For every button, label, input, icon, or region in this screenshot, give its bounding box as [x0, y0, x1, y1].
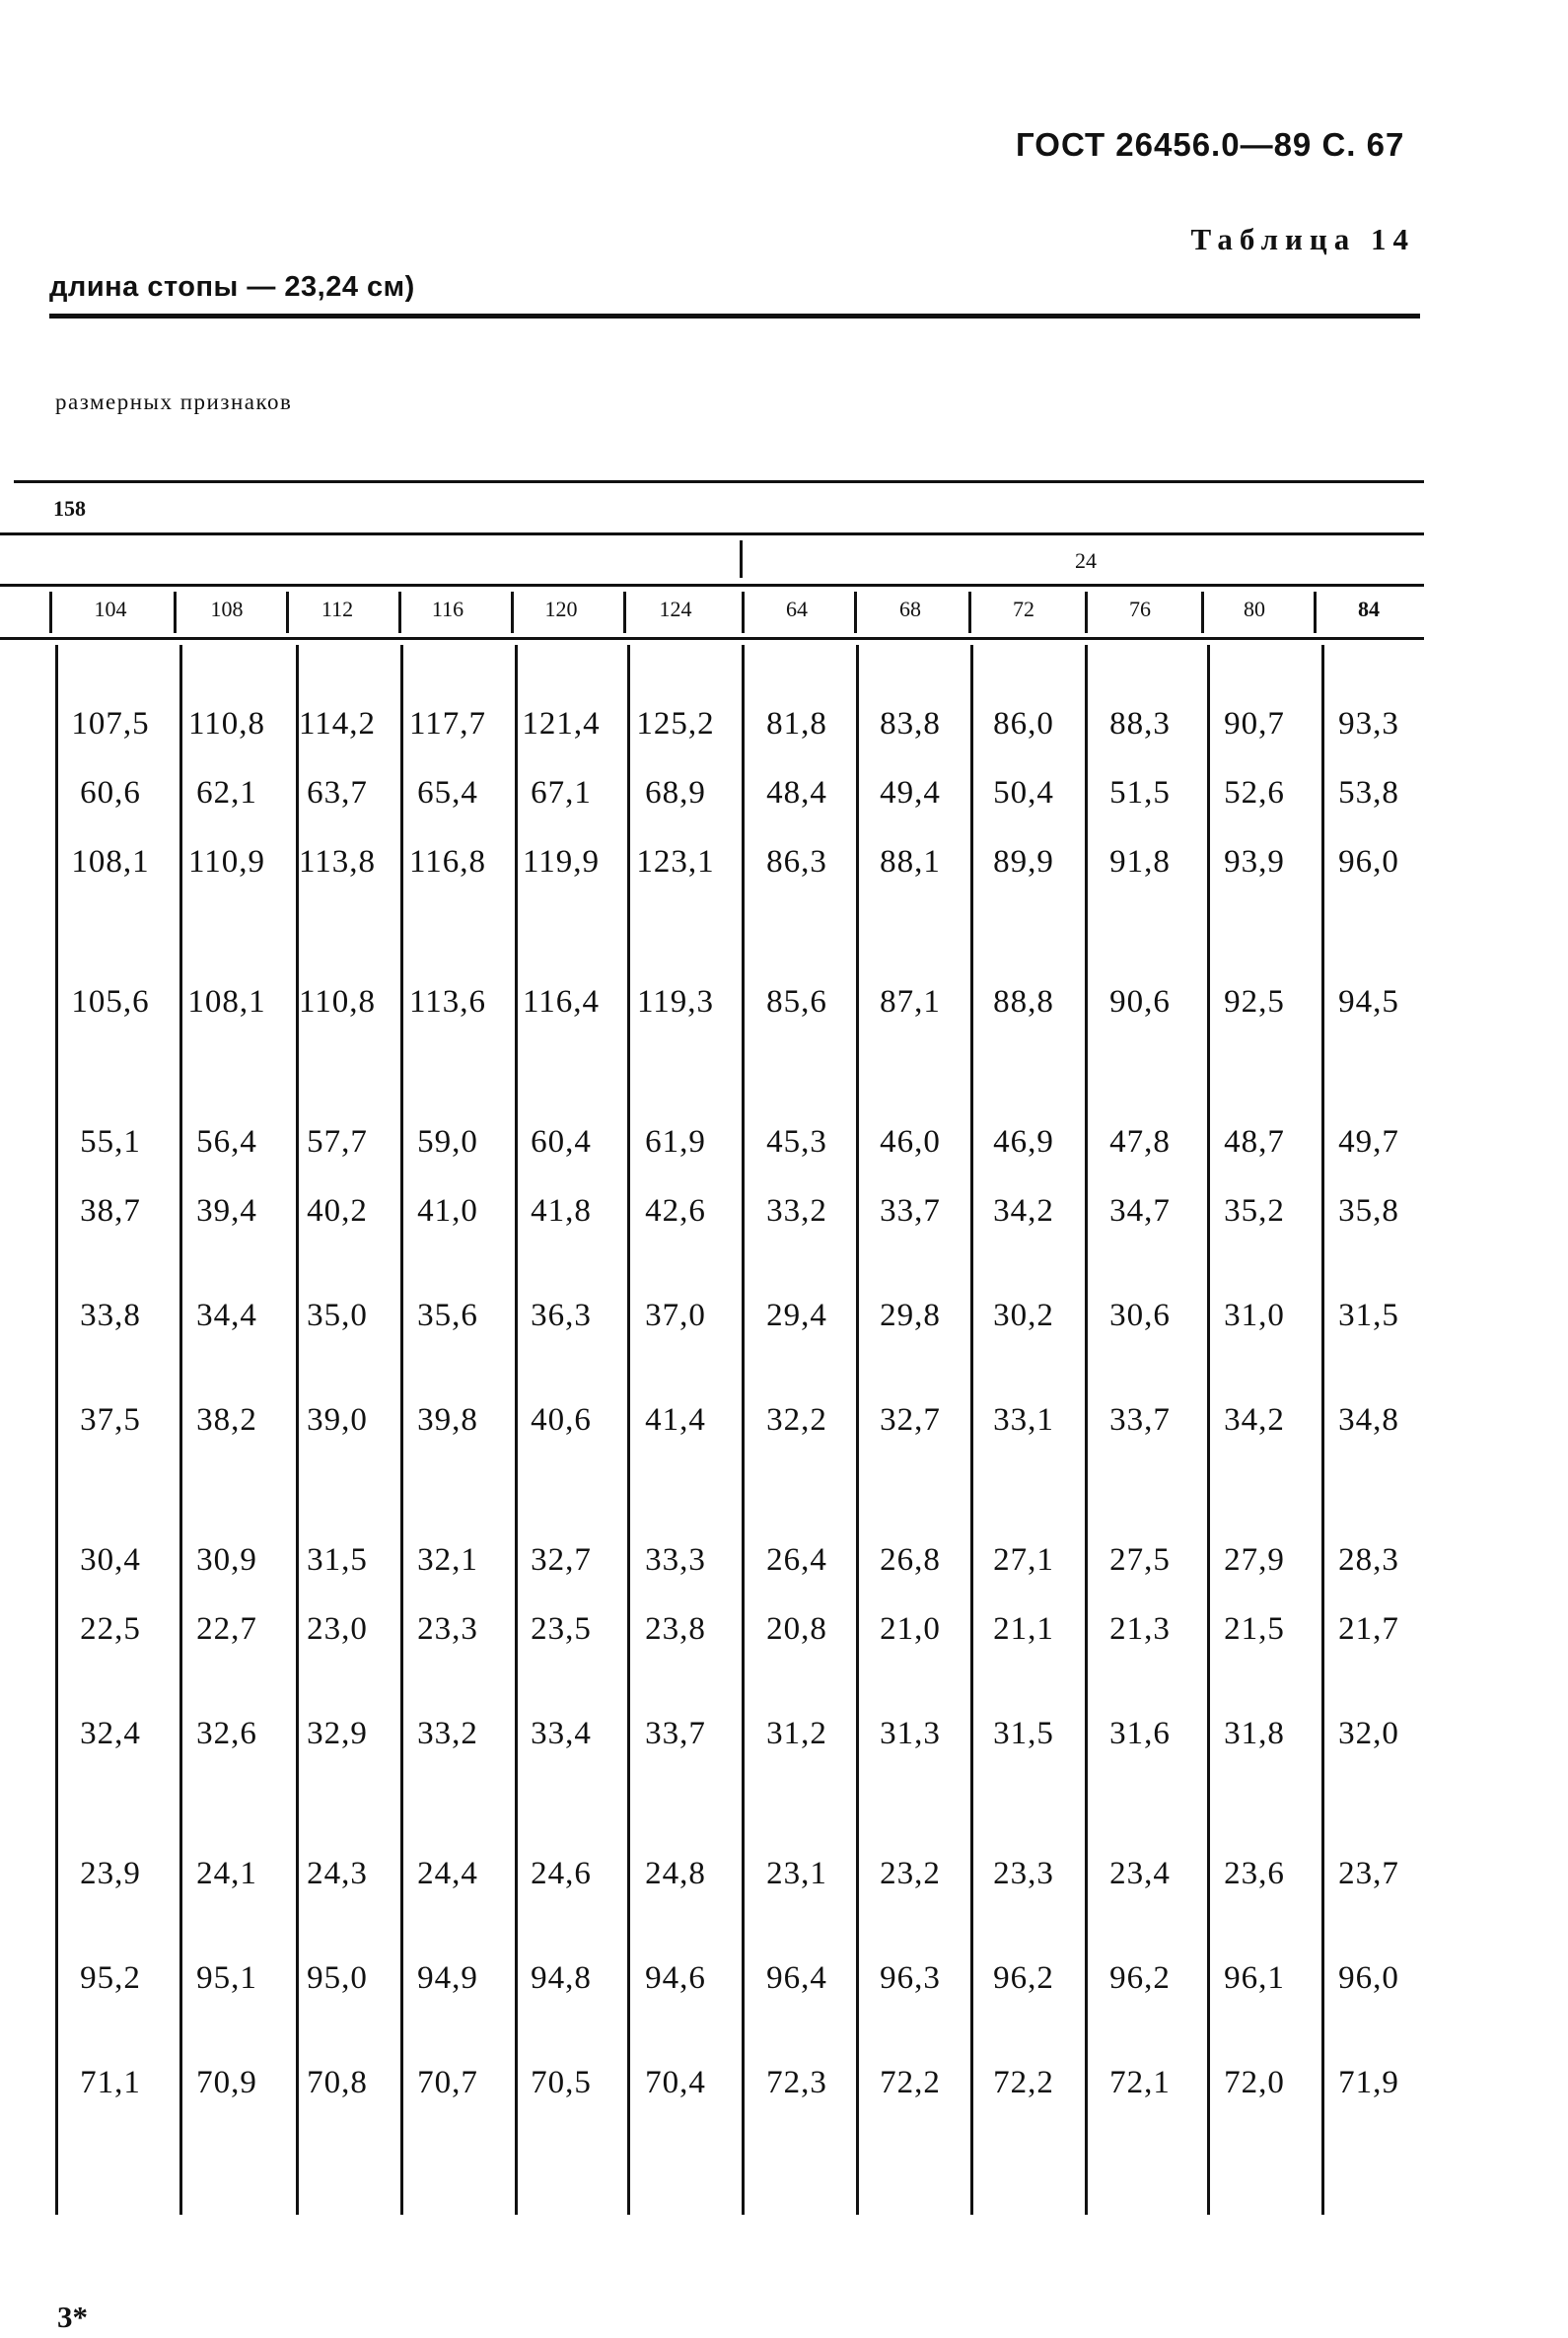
table-cell: 96,3 [880, 1960, 941, 1996]
table-cell: 90,6 [1109, 984, 1171, 1020]
table-cell: 23,3 [417, 1611, 478, 1647]
column-header: 64 [786, 597, 808, 621]
table-cell: 38,2 [196, 1402, 257, 1438]
table-cell: 30,2 [993, 1298, 1054, 1333]
girth-row-rule [0, 584, 1424, 587]
table-cell: 48,7 [1224, 1124, 1285, 1160]
column-header: 84 [1358, 597, 1380, 621]
subtitle: размерных признаков [55, 390, 293, 414]
table-cell: 71,1 [80, 2065, 141, 2100]
header-column-separator [49, 592, 52, 633]
table-cell: 105,6 [71, 984, 150, 1020]
column-header: 112 [321, 597, 354, 621]
header-column-separator [286, 592, 289, 633]
table-cell: 24,4 [417, 1856, 478, 1891]
table-cell: 33,2 [766, 1193, 827, 1229]
table-cell: 32,6 [196, 1716, 257, 1751]
table-cell: 30,9 [196, 1542, 257, 1578]
table-cell: 23,7 [1338, 1856, 1399, 1891]
column-header: 124 [659, 597, 692, 621]
header-column-separator [398, 592, 401, 633]
table-cell: 23,6 [1224, 1856, 1285, 1891]
table-cell: 37,5 [80, 1402, 141, 1438]
table-cell: 33,8 [80, 1298, 141, 1333]
table-cell: 71,9 [1338, 2065, 1399, 2100]
table-cell: 30,6 [1109, 1298, 1171, 1333]
table-cell: 49,7 [1338, 1124, 1399, 1160]
table-cell: 108,1 [71, 844, 150, 880]
table-cell: 55,1 [80, 1124, 141, 1160]
table-cell: 24,6 [531, 1856, 592, 1891]
table-cell: 86,3 [766, 844, 827, 880]
table-cell: 52,6 [1224, 775, 1285, 811]
table-cell: 27,5 [1109, 1542, 1171, 1578]
table-cell: 42,6 [645, 1193, 706, 1229]
table-cell: 72,2 [880, 2065, 941, 2100]
table-cell: 67,1 [531, 775, 592, 811]
table-cell: 21,0 [880, 1611, 941, 1647]
table-cell: 46,9 [993, 1124, 1054, 1160]
table-cell: 41,4 [645, 1402, 706, 1438]
table-cell: 94,5 [1338, 984, 1399, 1020]
table-cell: 94,9 [417, 1960, 478, 1996]
table-cell: 119,9 [522, 844, 601, 880]
table-cell: 96,2 [1109, 1960, 1171, 1996]
table-cell: 70,8 [307, 2065, 368, 2100]
table-cell: 34,2 [1224, 1402, 1285, 1438]
column-header: 72 [1013, 597, 1034, 621]
table-cell: 23,4 [1109, 1856, 1171, 1891]
table-cell: 125,2 [636, 706, 715, 742]
table-cell: 51,5 [1109, 775, 1171, 811]
table-cell: 32,9 [307, 1716, 368, 1751]
table-top-rule [14, 480, 1424, 483]
table-cell: 22,7 [196, 1611, 257, 1647]
header-column-separator [968, 592, 971, 633]
standard-header: ГОСТ 26456.0—89 С. 67 [1016, 126, 1405, 163]
table-cell: 95,1 [196, 1960, 257, 1996]
table-cell: 95,0 [307, 1960, 368, 1996]
table-cell: 121,4 [522, 706, 601, 742]
column-header: 80 [1244, 597, 1265, 621]
table-cell: 40,6 [531, 1402, 592, 1438]
table-cell: 39,4 [196, 1193, 257, 1229]
table-cell: 31,8 [1224, 1716, 1285, 1751]
table-cell: 93,3 [1338, 706, 1399, 742]
table-cell: 32,1 [417, 1542, 478, 1578]
table-cell: 113,8 [298, 844, 377, 880]
table-cell: 23,1 [766, 1856, 827, 1891]
table-cell: 117,7 [408, 706, 487, 742]
table-cell: 95,2 [80, 1960, 141, 1996]
table-cell: 88,3 [1109, 706, 1171, 742]
table-cell: 46,0 [880, 1124, 941, 1160]
table-cell: 20,8 [766, 1611, 827, 1647]
table-cell: 32,0 [1338, 1716, 1399, 1751]
table-cell: 33,1 [993, 1402, 1054, 1438]
table-cell: 21,3 [1109, 1611, 1171, 1647]
column-header-rule [0, 637, 1424, 640]
table-cell: 28,3 [1338, 1542, 1399, 1578]
table-cell: 39,0 [307, 1402, 368, 1438]
table-cell: 41,0 [417, 1193, 478, 1229]
table-cell: 96,0 [1338, 844, 1399, 880]
table-cell: 96,0 [1338, 1960, 1399, 1996]
table-cell: 39,8 [417, 1402, 478, 1438]
table-cell: 23,5 [531, 1611, 592, 1647]
table-cell: 113,6 [408, 984, 487, 1020]
header-column-separator [1085, 592, 1088, 633]
table-cell: 24,1 [196, 1856, 257, 1891]
table-cell: 31,0 [1224, 1298, 1285, 1333]
table-cell: 116,8 [408, 844, 487, 880]
table-cell: 96,4 [766, 1960, 827, 1996]
table-cell: 72,0 [1224, 2065, 1285, 2100]
table-cell: 59,0 [417, 1124, 478, 1160]
table-cell: 35,6 [417, 1298, 478, 1333]
table-cell: 48,4 [766, 775, 827, 811]
table-cell: 83,8 [880, 706, 941, 742]
table-cell: 21,7 [1338, 1611, 1399, 1647]
table-cell: 61,9 [645, 1124, 706, 1160]
column-header: 76 [1129, 597, 1151, 621]
header-column-separator [511, 592, 514, 633]
table-cell: 31,5 [1338, 1298, 1399, 1333]
table-cell: 70,5 [531, 2065, 592, 2100]
table-cell: 32,4 [80, 1716, 141, 1751]
table-cell: 32,2 [766, 1402, 827, 1438]
table-cell: 63,7 [307, 775, 368, 811]
table-cell: 110,9 [187, 844, 266, 880]
table-cell: 93,9 [1224, 844, 1285, 880]
table-cell: 89,9 [993, 844, 1054, 880]
table-cell: 35,0 [307, 1298, 368, 1333]
table-cell: 114,2 [298, 706, 377, 742]
table-cell: 33,7 [1109, 1402, 1171, 1438]
table-cell: 123,1 [636, 844, 715, 880]
table-cell: 37,0 [645, 1298, 706, 1333]
table-cell: 21,5 [1224, 1611, 1285, 1647]
table-cell: 31,5 [993, 1716, 1054, 1751]
table-cell: 35,8 [1338, 1193, 1399, 1229]
column-header: 104 [94, 597, 127, 621]
table-cell: 24,3 [307, 1856, 368, 1891]
table-cell: 108,1 [187, 984, 266, 1020]
table-cell: 31,6 [1109, 1716, 1171, 1751]
table-cell: 23,9 [80, 1856, 141, 1891]
table-cell: 119,3 [636, 984, 715, 1020]
table-cell: 49,4 [880, 775, 941, 811]
table-cell: 68,9 [645, 775, 706, 811]
table-cell: 70,9 [196, 2065, 257, 2100]
table-cell: 91,8 [1109, 844, 1171, 880]
table-cell: 50,4 [993, 775, 1054, 811]
table-label: Таблица 14 [1190, 222, 1415, 256]
table-cell: 36,3 [531, 1298, 592, 1333]
table-cell: 31,5 [307, 1542, 368, 1578]
table-cell: 33,7 [880, 1193, 941, 1229]
table-cell: 33,4 [531, 1716, 592, 1751]
table-cell: 92,5 [1224, 984, 1285, 1020]
table-cell: 32,7 [880, 1402, 941, 1438]
column-header: 108 [210, 597, 244, 621]
table-cell: 62,1 [196, 775, 257, 811]
table-cell: 38,7 [80, 1193, 141, 1229]
table-cell: 34,8 [1338, 1402, 1399, 1438]
table-cell: 24,8 [645, 1856, 706, 1891]
table-cell: 33,3 [645, 1542, 706, 1578]
column-header: 68 [899, 597, 921, 621]
table-cell: 85,6 [766, 984, 827, 1020]
table-cell: 33,7 [645, 1716, 706, 1751]
table-cell: 31,2 [766, 1716, 827, 1751]
table-cell: 22,5 [80, 1611, 141, 1647]
table-cell: 34,4 [196, 1298, 257, 1333]
table-cell: 87,1 [880, 984, 941, 1020]
table-cell: 60,4 [531, 1124, 592, 1160]
top-rule [49, 314, 1420, 319]
foot-length-caption: длина стопы — 23,24 см) [49, 271, 415, 303]
girth-value: 24 [1075, 548, 1097, 573]
table-cell: 60,6 [80, 775, 141, 811]
table-cell: 41,8 [531, 1193, 592, 1229]
table-cell: 110,8 [187, 706, 266, 742]
header-column-separator [1201, 592, 1204, 633]
header-column-separator [1314, 592, 1317, 633]
column-header: 120 [544, 597, 578, 621]
table-cell: 81,8 [766, 706, 827, 742]
height-value: 158 [53, 496, 86, 521]
table-cell: 35,2 [1224, 1193, 1285, 1229]
table-cell: 23,8 [645, 1611, 706, 1647]
table-cell: 94,8 [531, 1960, 592, 1996]
table-cell: 70,4 [645, 2065, 706, 2100]
table-cell: 31,3 [880, 1716, 941, 1751]
table-cell: 53,8 [1338, 775, 1399, 811]
table-cell: 65,4 [417, 775, 478, 811]
table-cell: 116,4 [522, 984, 601, 1020]
table-cell: 57,7 [307, 1124, 368, 1160]
table-cell: 72,2 [993, 2065, 1054, 2100]
height-row-rule [0, 532, 1424, 535]
table-cell: 27,9 [1224, 1542, 1285, 1578]
table-cell: 88,8 [993, 984, 1054, 1020]
table-cell: 32,7 [531, 1542, 592, 1578]
table-cell: 34,7 [1109, 1193, 1171, 1229]
table-cell: 72,3 [766, 2065, 827, 2100]
table-cell: 27,1 [993, 1542, 1054, 1578]
table-cell: 107,5 [71, 706, 150, 742]
table-cell: 45,3 [766, 1124, 827, 1160]
header-column-separator [854, 592, 857, 633]
page-footer: 3* [57, 2300, 88, 2334]
table-cell: 29,4 [766, 1298, 827, 1333]
table-cell: 26,4 [766, 1542, 827, 1578]
table-cell: 70,7 [417, 2065, 478, 2100]
header-column-separator [623, 592, 626, 633]
table-cell: 56,4 [196, 1124, 257, 1160]
table-cell: 23,3 [993, 1856, 1054, 1891]
table-cell: 34,2 [993, 1193, 1054, 1229]
table-cell: 110,8 [298, 984, 377, 1020]
table-cell: 96,2 [993, 1960, 1054, 1996]
table-cell: 23,2 [880, 1856, 941, 1891]
table-cell: 47,8 [1109, 1124, 1171, 1160]
header-column-separator [174, 592, 177, 633]
table-cell: 29,8 [880, 1298, 941, 1333]
table-cell: 86,0 [993, 706, 1054, 742]
table-cell: 90,7 [1224, 706, 1285, 742]
table-cell: 30,4 [80, 1542, 141, 1578]
table-cell: 21,1 [993, 1611, 1054, 1647]
table-cell: 96,1 [1224, 1960, 1285, 1996]
girth-separator [740, 540, 743, 578]
table-cell: 26,8 [880, 1542, 941, 1578]
table-cell: 94,6 [645, 1960, 706, 1996]
table-cell: 23,0 [307, 1611, 368, 1647]
table-cell: 33,2 [417, 1716, 478, 1751]
table-cell: 40,2 [307, 1193, 368, 1229]
header-column-separator [742, 592, 745, 633]
column-header: 116 [431, 597, 464, 621]
table-cell: 72,1 [1109, 2065, 1171, 2100]
table-cell: 88,1 [880, 844, 941, 880]
